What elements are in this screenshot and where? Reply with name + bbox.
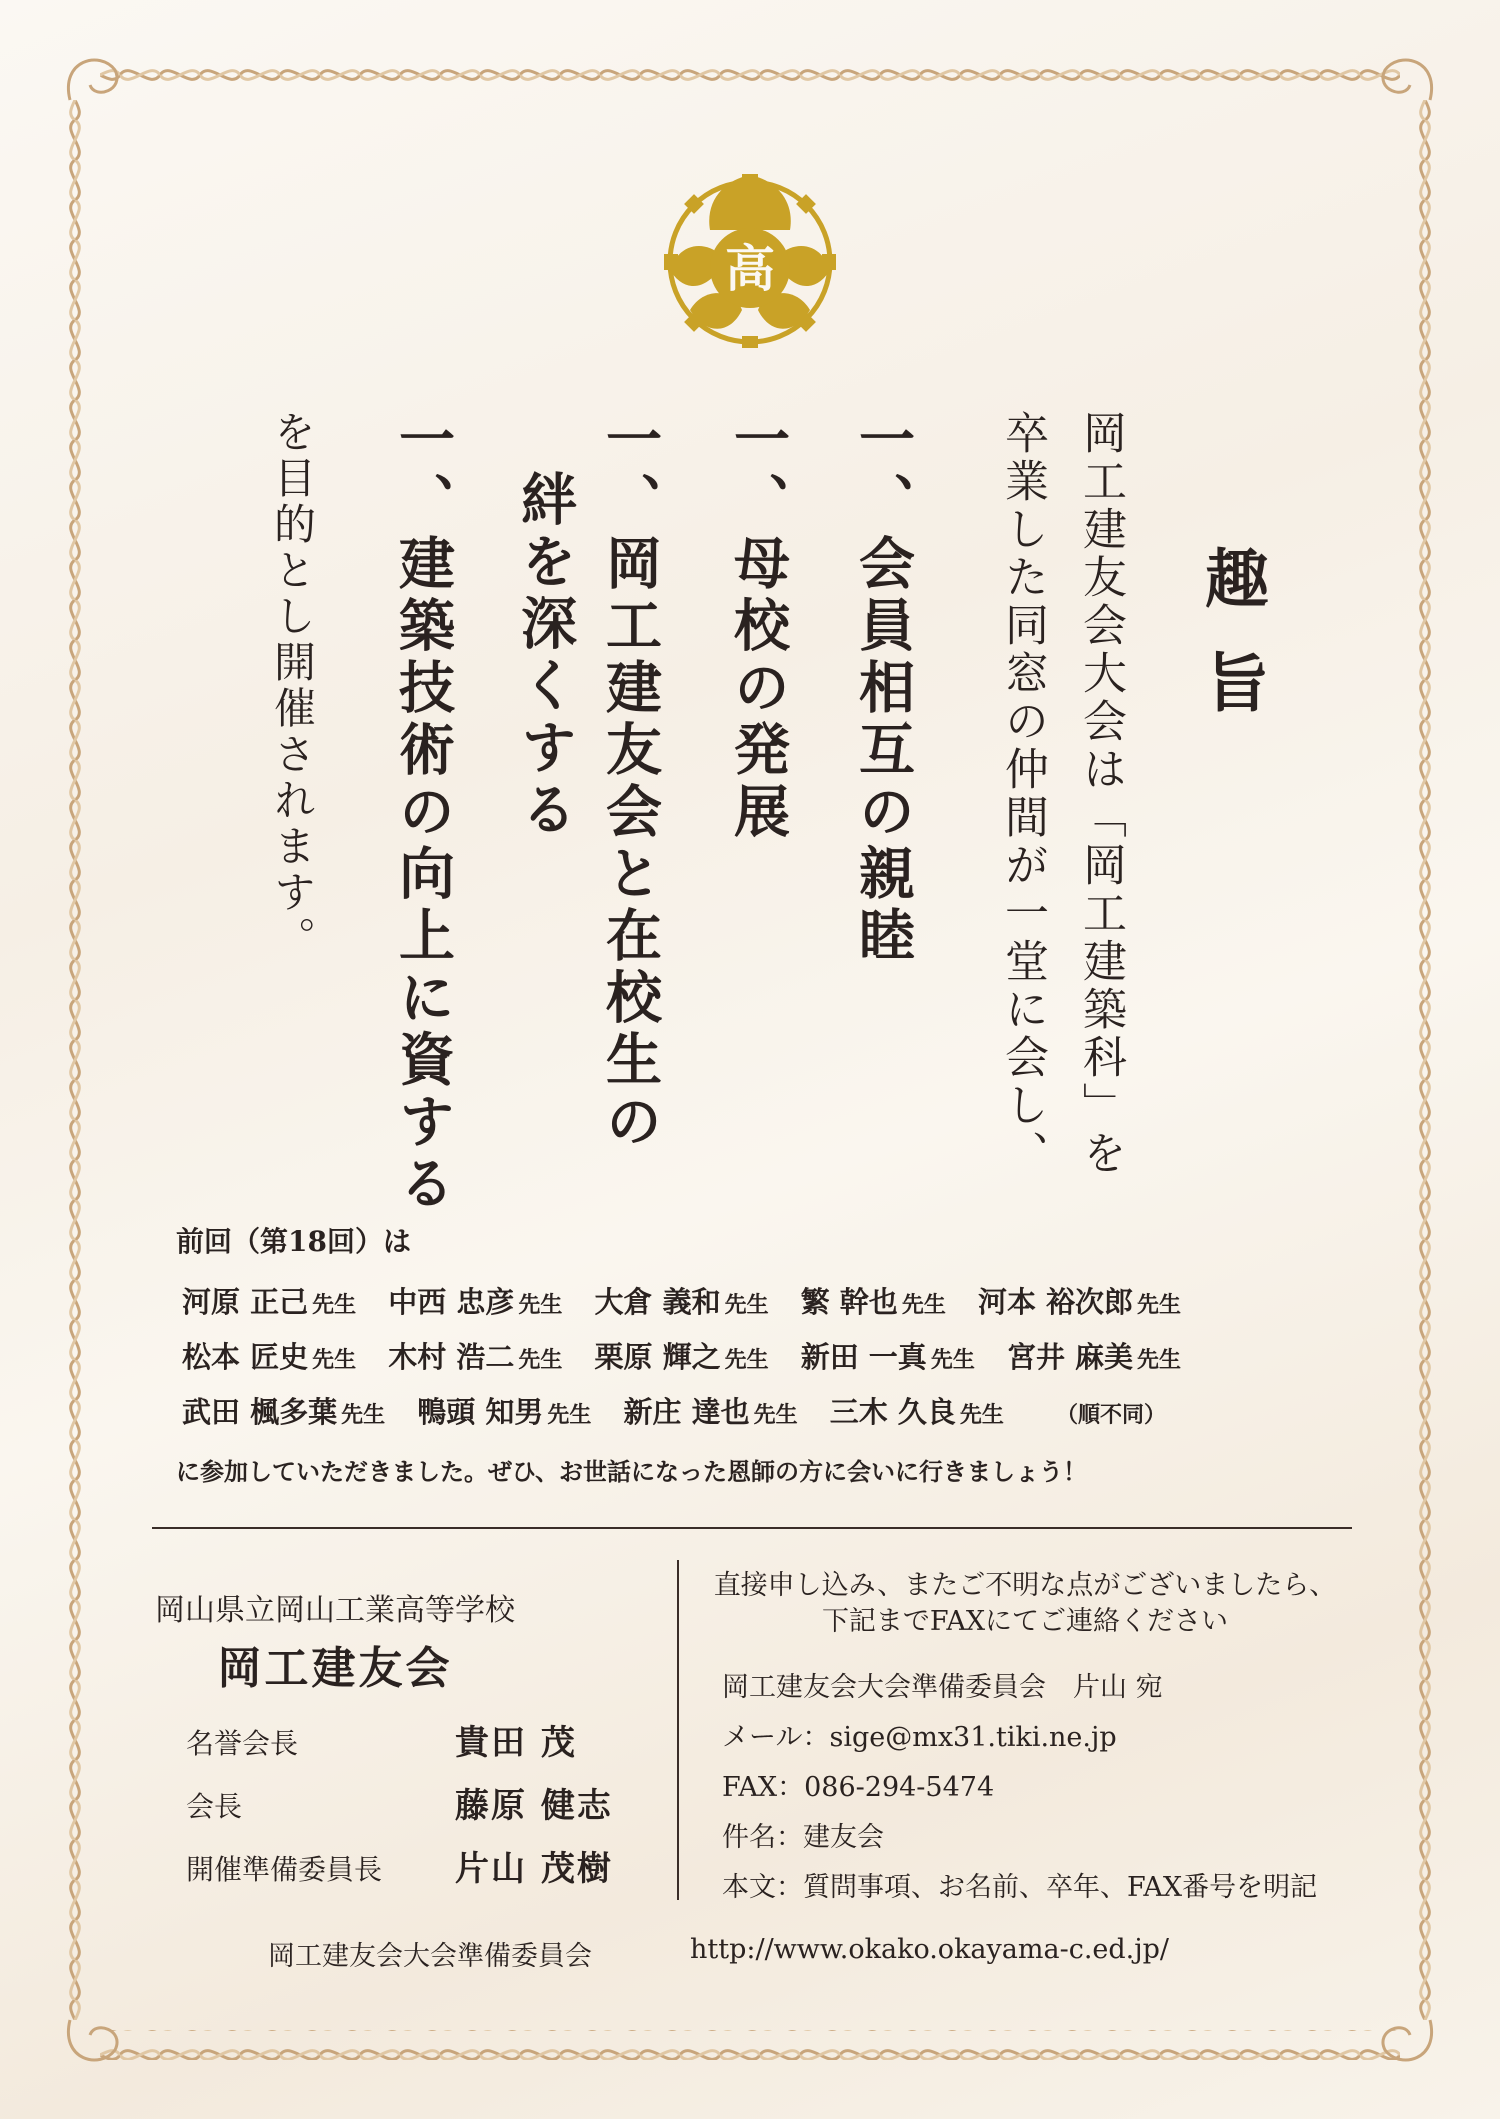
- officer-role: 開催準備委員長: [186, 1853, 383, 1886]
- teacher-entry: 鴨頭 知男 先生: [417, 1395, 592, 1429]
- closing-text: を目的とし開催されます。: [268, 410, 317, 962]
- contact-notice-1: 直接申し込み、またご不明な点がございましたら、: [713, 1570, 1337, 1601]
- contact-notice-2: 下記までFAXにてご連絡ください: [821, 1606, 1229, 1637]
- teacher-row-1: [182, 1280, 1203, 1321]
- previous-heading: 前回（第18回）は: [176, 1225, 411, 1258]
- teacher-entry: 新庄 達也 先生: [623, 1395, 798, 1429]
- purpose-item-1: 一、会員相互の親睦: [850, 410, 916, 968]
- intro-line-1: 岡工建友会大会は「岡工建築科」を: [1075, 410, 1126, 1178]
- teacher-entry: 栗原 輝之 先生: [594, 1340, 769, 1374]
- officer-role: 名誉会長: [186, 1727, 299, 1760]
- school-emblem: [650, 160, 850, 350]
- order-note: （順不同）: [1055, 1402, 1166, 1428]
- school-name: 岡山県立岡山工業高等学校: [155, 1593, 515, 1628]
- teacher-entry: 宮井 麻美 先生: [1006, 1340, 1182, 1374]
- purpose-item-3: 一、岡工建友会と在校生の: [597, 410, 663, 1154]
- teacher-entry: 繁 幹也 先生: [800, 1285, 946, 1319]
- officer-role: 会長: [186, 1790, 243, 1823]
- contact-email: メール：sige@mx31.tiki.ne.jp: [722, 1722, 1117, 1753]
- column-divider: [677, 1560, 679, 1900]
- teacher-row-2: [182, 1335, 1203, 1376]
- footer-url[interactable]: http://www.okako.okayama-c.ed.jp/: [690, 1934, 1169, 1965]
- page-title: 趣旨: [1194, 545, 1269, 753]
- emblem-char: 高: [725, 239, 775, 298]
- officer-name: 貴田 茂: [455, 1723, 577, 1763]
- teacher-entry: 大倉 義和 先生: [594, 1285, 769, 1319]
- intro-line-2: 卒業した同窓の仲間が一堂に会し、: [997, 410, 1048, 1178]
- teacher-entry: 武田 楓多葉 先生: [182, 1395, 386, 1429]
- teacher-entry: 新田 一真 先生: [800, 1340, 975, 1374]
- contact-subject: 件名：建友会: [722, 1822, 884, 1853]
- teacher-entry: 三木 久良 先生: [829, 1395, 1004, 1429]
- contact-body: 本文：質問事項、お名前、卒年、FAX番号を明記: [722, 1872, 1318, 1903]
- officer-name: 藤原 健志: [455, 1786, 613, 1826]
- officer-name: 片山 茂樹: [455, 1849, 613, 1889]
- org-name: 岡工建友会: [217, 1643, 453, 1694]
- teacher-row-3: [182, 1390, 1166, 1431]
- purpose-item-3-cont: 絆を深くする: [512, 470, 578, 842]
- contact-committee: 岡工建友会大会準備委員会 片山 宛: [722, 1672, 1163, 1703]
- purpose-item-2: 一、母校の発展: [725, 410, 791, 844]
- teacher-entry: 河原 正己 先生: [182, 1285, 357, 1319]
- teacher-entry: 中西 忠彦 先生: [388, 1285, 563, 1319]
- divider: [152, 1527, 1352, 1529]
- previous-after-text: に参加していただきました。ぜひ、お世話になった恩師の方に会いに行きましょう！: [176, 1457, 1088, 1486]
- contact-fax: FAX：086-294-5474: [722, 1772, 995, 1803]
- footer-committee: 岡工建友会大会準備委員会: [268, 1941, 592, 1972]
- teacher-entry: 河本 裕次郎 先生: [977, 1285, 1182, 1319]
- teacher-entry: 松本 匠史 先生: [182, 1340, 357, 1374]
- purpose-item-4: 一、建築技術の向上に資する: [390, 410, 456, 1216]
- teacher-entry: 木村 浩二 先生: [388, 1340, 563, 1374]
